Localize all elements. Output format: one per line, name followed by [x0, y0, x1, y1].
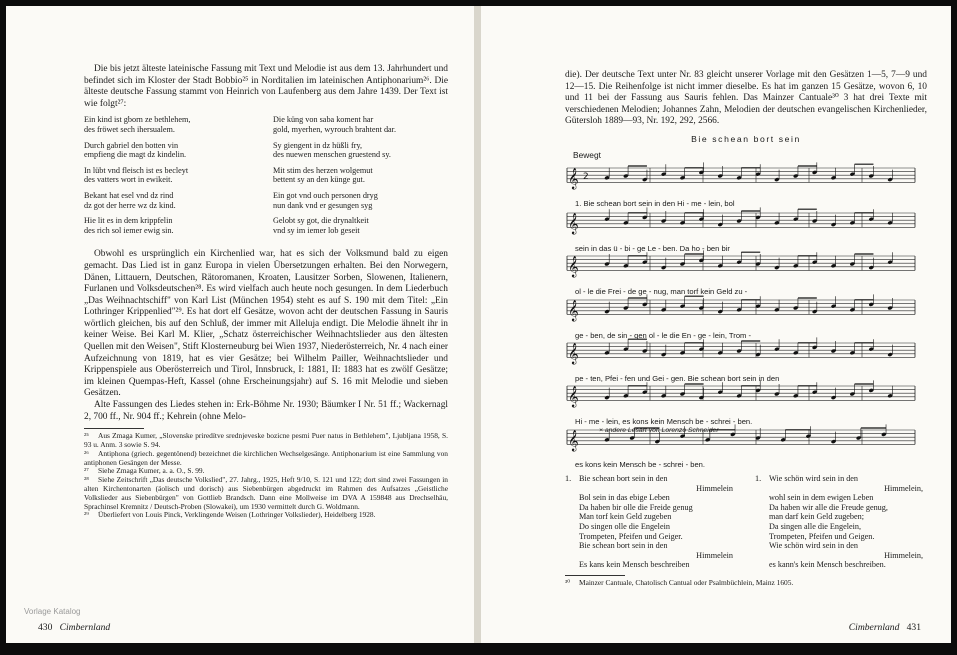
verse-texts: [565, 474, 927, 570]
poem-stanza: Gelobt sy got, die drynaltkeit vnd sy im iemer lob geseit: [273, 216, 369, 235]
footnote: ²⁶ Antiphona (griech. gegentönend) bezeichnet die kirchlichen Wechselgesänge. Antiphonarium ist eine Sammlung von antiphonen Gesängen der Messe.: [84, 448, 448, 467]
footnote: ²⁷ Siehe Zmaga Kumer, a. a. O., S. 99.: [84, 466, 205, 476]
watermark: Vorlage Katalog: [24, 607, 81, 616]
verse-dialect: 1. Bie schean bort sein in den Himmelein Bol sein in das ebige Leben Da haben bir olle die Freide genug Man torf kein Geld zugeben Do singen olle die Engelein Trompeten, Pfeifen und Geiger. Bie schean bort sein in den Himmelein Es kans kein Mensch beschreiben: [565, 473, 733, 570]
footnote: ²⁸ Siehe Zeitschrift „Das deutsche Volkslied", 27. Jahrg., 1925, Heft 9/10, S. 121 und 122; dort sind zwei Fassungen in alten Kirchentonarten (äolisch und dorisch) aus Siebenbürgen abgedruckt im Rahmen des Aufsatzes „Geistliche Volkslieder aus Siebenbürgen" von Gottlieb Brandsch. Dann eine Mollweise im DVA A 159848 aus Drechselhäu, Sprachinsel Kremnitz / Deutsch-Proben (Slowakei), um 1930 vermittelt durch G. Woldmann.: [84, 475, 448, 511]
right-page: [481, 6, 951, 643]
page-footer: [849, 622, 921, 633]
treble-clef-icon: 𝄞: [568, 300, 579, 322]
right-text-column: [565, 70, 927, 588]
lyric-line: ol - le die Frei - de ge - nug, man torf kein Geld zu -: [575, 286, 748, 296]
poem-stanza: Bekant hat esel vnd dz rind dz got der herre wz dz kind.: [84, 190, 176, 210]
running-title: Cimbernland: [59, 622, 111, 633]
footnotes: [84, 432, 448, 520]
poem-stanza: Hie lit es in dem krippfelin des rich sol iemer ewig sin.: [84, 216, 174, 235]
poem-column-left: [84, 115, 259, 241]
lyric-line: Hi - me - lein, es kons kein Mensch be - schrei - ben.: [575, 416, 753, 426]
lyric-line: pe - ten, Pfei - fen und Gei - gen. Bie schean bort sein in den: [575, 373, 780, 383]
body-paragraph: Obwohl es ursprünglich ein Kirchenlied war, hat es sich der Volksmund bald zu eigen gemacht. Das Lied ist in ganz Europa in vielen Übersetzungen erhalten. Bei den Norwegern, Dänen, Littauern, Deutschen, Rätoromanen, Kroaten, Lausitzer Sorben, Slowenen, Italienern, Furlanen und Volksdeutschen²⁸. Es wird vielfach auch heute noch gesungen. In dem Liederbuch „Das Weihnachtschiff" von Karl List (München 1954) steht es auf S. 190 mit dem Titel: „Ein Lothringer Krippenlied"²⁹. Es hat dort elf Gesätze, wovon acht der deutschen Fassung in Sauris wörtlich gleichen, bis auf den Schluß, der immer mit Alleluja endigt. Die Melodie ähnelt ihr in keiner Weise. Bei Karl M. Klier, „Schatz österreichischer Weihnachtslieder aus den ältesten Quellen mit den Weisen", Stift Klosterneuburg bei Wien 1937, Niederösterreich, Nr. 4 nach einer Aufzeichnung von 1819, hat es vier Gesätze; bei Wilhelm Pailler, Weihnachtslieder und Krippenspiele aus Oberösterreich und Tirol, Innsbruck, I: 1881, II: 1883 hat es zwölf Gesätze; im kleinen Quempas-Heft, Kassel (ohne Erscheinungsjahr) auf S. 16 mit Melodie und sieben Gesätzen.: [84, 249, 448, 399]
lyric-line: sein in das ü - bi - ge Le - ben. Da ho - ben bir: [575, 243, 730, 253]
poem-stanza: Ein got vnd ouch personen dryg nun dank vnd er gesungen syg: [273, 190, 378, 210]
footnote: ³⁰ Mainzer Cantuale, Chatolisch Cantual oder Psalmbüchlein, Mainz 1605.: [565, 577, 794, 587]
page-footer: [38, 622, 110, 633]
poem-stanza: Sy giengent in dz hüßli fry, des nuewen menschen gruestend sy.: [273, 140, 391, 160]
treble-clef-icon: 𝄞: [568, 430, 579, 452]
treble-clef-icon: 𝄞: [568, 168, 579, 190]
footnote: ²⁹ Überliefert von Louis Pinck, Verklingende Weisen (Lothringer Volkslieder), Heidelberg 1928.: [84, 510, 376, 520]
book-gutter: [474, 6, 481, 643]
body-paragraph: Alte Fassungen des Liedes stehen in: Erk-Böhme Nr. 1930; Bäumker I Nr. 51 ff.; Wackernagl 2, 700 ff., Nr. 904 ff.; Kehrein (ohne Melo-: [84, 400, 448, 422]
time-signature: 2: [583, 171, 589, 182]
footnote: ²⁵ Aus Zmaga Kumer, „Slovenske priredítve srednjeveske bozicne pesmi Puer natus in Bethlehem", Ljubljana 1958, S. 93 u. Anm. 3 sowie S. 94.: [84, 431, 448, 450]
footnote-rule: [84, 428, 144, 429]
music-score: [559, 146, 921, 472]
laufenberg-poem: [84, 115, 448, 241]
treble-clef-icon: 𝄞: [568, 386, 579, 408]
poem-stanza: Ein kind ist gborn ze bethlehem, des fröwet sech ihersualem.: [84, 115, 191, 134]
intro-paragraph: Die bis jetzt älteste lateinische Fassung mit Text und Melodie ist aus dem 13. Jahrhundert und befindet sich im Kloster der Stadt Bobbio²⁵ in Norditalien im lateinischen Antiphonarium²⁶. Die älteste deutsche Fassung stammt von Heinrich von Laufenberg aus dem Jahre 1439. Der Text ist wie folgt²⁷:: [84, 64, 448, 109]
intro-paragraph: die). Der deutsche Text unter Nr. 83 gleicht unserer Vorlage mit den Gesätzen 1—5, 7—9 und 12—15. Die Reihenfolge ist nicht immer dieselbe. Es hat im ganzen 15 Gesätze, wovon 6, 10 und 11 bei der Fassung aus Sauris fehlen. Das Mainzer Cantuale³⁰ 3 hat drei Texte mit verschiedenen Melodien; Johannes Zahn, Melodien der deutschen evangelischen Kirchenlieder, Gütersloh 1889—93, Nr. 192, 292, 2566.: [565, 70, 927, 127]
page-number: 430: [38, 622, 53, 633]
lyric-line: es kons kein Mensch be - schrei - ben.: [575, 459, 705, 469]
lyric-line: 1. Bie schean bort sein in den Hi - me - lein, bol: [575, 198, 735, 208]
page-number: 431: [906, 622, 921, 633]
poem-stanza: Mit stim des herzen wolgemut bettent sy an den künge gut.: [273, 165, 373, 185]
verse-standard: 1. Wie schön wird sein in den Himmelein, wohl sein in dem ewigen Leben Da haben wir alle die Freude genug, man darf kein Geld zugeben; Da singen alle die Engelein, Trompeten, Pfeifen und Geigen. Wie schön wird sein in den Himmelein, es kann's kein Mensch beschreiben.: [755, 473, 923, 570]
song-title: Bie schean bort sein: [691, 133, 801, 144]
poem-stanza: Die küng von saba koment har gold, myerhen, wyrouch brahtent dar.: [273, 115, 397, 134]
variant-note: × andere Lesart von Lorenzo Schneider: [599, 426, 719, 434]
poem-stanza: Durch gabriel den botten vin empfieng die magt dz kindelin.: [84, 140, 187, 160]
tempo-marking: Bewegt: [573, 149, 601, 160]
left-page: [6, 6, 474, 643]
treble-clef-icon: 𝄞: [568, 343, 579, 365]
poem-stanza: In lübt vnd fleisch ist es becleyt des vatters wort in ewikeit.: [84, 165, 189, 185]
lyric-line: ge - ben, de sin - gen ol - le die En - ge - lein, Trom -: [575, 330, 752, 340]
footnote-rule: [565, 575, 625, 576]
left-text-column: [84, 64, 448, 520]
treble-clef-icon: 𝄞: [568, 256, 579, 278]
poem-column-right: [273, 115, 448, 241]
treble-clef-icon: 𝄞: [568, 213, 579, 235]
running-title: Cimbernland: [848, 622, 900, 633]
